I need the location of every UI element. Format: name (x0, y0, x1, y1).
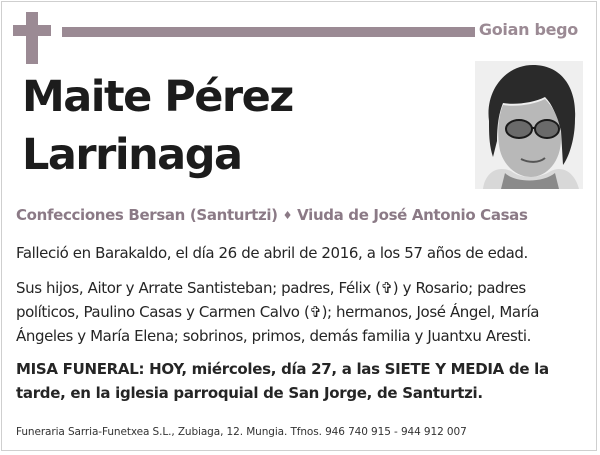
family-list: Sus hijos, Aitor y Arrate Santisteban; padres, Félix (✞) y Rosario; padres políticos, Paulino Casas y Carmen Calvo (✞); hermanos, José Ángel, María Ángeles y María Elena; sobrinos, primos, demás familia y Juantxu Aresti. (16, 279, 540, 345)
affiliation-company: Confecciones Bersan (Santurtzi) (16, 206, 278, 224)
portrait-photo-drawing (475, 61, 583, 189)
cross-vertical-bar (26, 12, 38, 64)
affiliation-widow-of: Viuda de José Antonio Casas (297, 206, 528, 224)
deceased-affiliation (16, 206, 586, 224)
portrait-photo (475, 61, 583, 189)
deceased-name: Maite Pérez Larrinaga (22, 72, 293, 180)
cross-horizontal-bar (13, 25, 51, 36)
diamond-separator-icon: ♦ (282, 209, 293, 222)
funeral-announcement: MISA FUNERAL: HOY, miércoles, día 27, a las SIETE Y MEDIA de la tarde, en la iglesia parroquial de San Jorge, de Santurtzi. (16, 360, 549, 402)
funeral-home-footer: Funeraria Sarria-Funetxea S.L., Zubiaga, 12. Mungia. Tfnos. 946 740 915 - 944 912 007 (16, 426, 467, 438)
header-label: Goian bego (478, 20, 578, 39)
header-rule (62, 27, 475, 37)
obituary-card (1, 1, 597, 451)
death-notice: Falleció en Barakaldo, el día 26 de abril de 2016, a los 57 años de edad. (16, 244, 528, 262)
